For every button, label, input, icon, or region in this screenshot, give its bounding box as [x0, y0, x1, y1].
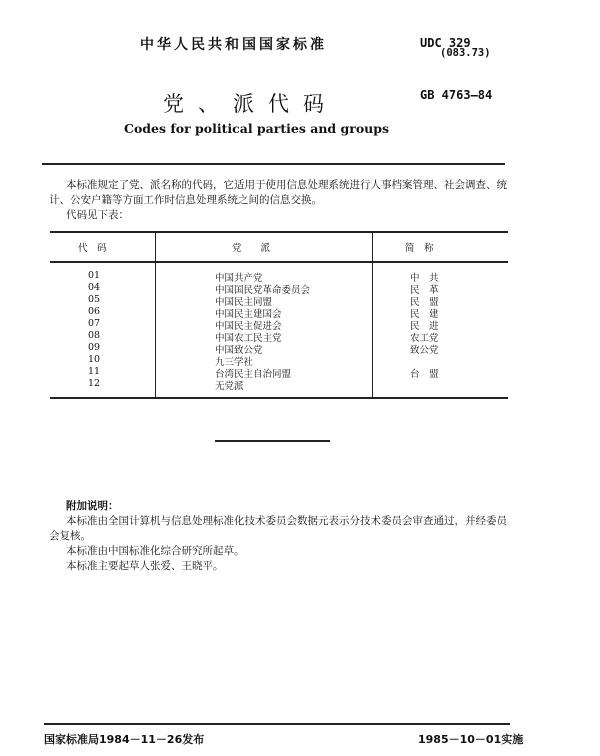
- notes-line2: 会复核。: [49, 530, 91, 542]
- table-cell-code: 07: [88, 318, 101, 329]
- table-cell-abbr: 致公党: [410, 345, 439, 356]
- intro-line1: 本标准规定了党、派名称的代码，它适用于使用信息处理系统进行人事档案管理、社会调查、统: [66, 179, 507, 191]
- column-divider: [372, 232, 373, 398]
- column-divider: [155, 232, 156, 398]
- table-cell-abbr: 台 盟: [410, 369, 439, 380]
- table-cell-abbr: 农工党: [410, 333, 439, 344]
- table-cell-code: 12: [88, 378, 101, 389]
- table-cell-name: 中国国民党革命委员会: [215, 285, 311, 296]
- table-cell-abbr: 民 盟: [410, 297, 439, 308]
- table-cell-code: 10: [88, 354, 101, 365]
- intro-line2: 计、公安户籍等方面工作时信息处理系统之间的信息交换。: [49, 194, 322, 206]
- udc-number: UDC 329: [420, 36, 471, 50]
- table-cell-name: 中国民主建国会: [215, 309, 282, 320]
- table-cell-name: 中国农工民主党: [215, 333, 282, 344]
- table-cell-abbr: 中 共: [410, 273, 439, 284]
- end-rule: [215, 440, 330, 442]
- table-cell-name: 台湾民主自治同盟: [215, 369, 292, 380]
- notes-line1: 本标准由全国计算机与信息处理标准化技术委员会数据元表示分技术委员会审查通过，并经委员: [66, 515, 507, 527]
- header-code: 代 码: [78, 243, 107, 254]
- header-rule: [42, 163, 505, 165]
- table-cell-code: 08: [88, 330, 101, 341]
- table-top-rule: [50, 231, 508, 233]
- issued-date: 国家标准局1984－11－26发布: [44, 733, 205, 746]
- table-cell-code: 06: [88, 306, 101, 317]
- table-cell-name: 九三学社: [215, 357, 254, 368]
- table-cell-name: 中国民主同盟: [215, 297, 273, 308]
- udc-sub: (083.73): [440, 47, 491, 59]
- table-cell-abbr: 民 建: [410, 309, 439, 320]
- effective-date: 1985－10－01实施: [418, 733, 524, 746]
- table-cell-name: 中国致公党: [215, 345, 263, 356]
- table-cell-code: 09: [88, 342, 101, 353]
- header-party: 党 派: [232, 243, 271, 254]
- table-header-rule: [50, 261, 508, 263]
- table-cell-name: 中国民主促进会: [215, 321, 282, 332]
- table-cell-code: 11: [88, 366, 101, 377]
- table-cell-abbr: 民 革: [410, 285, 439, 296]
- footer-rule: [44, 723, 510, 725]
- table-cell-name: 中国共产党: [215, 273, 263, 284]
- national-standard-heading: 中华人民共和国国家标准: [140, 37, 327, 53]
- document-title: 党、派代码: [163, 92, 338, 116]
- notes-line4: 本标准主要起草人张爱、王晓平。: [66, 560, 224, 572]
- table-cell-code: 01: [88, 270, 101, 281]
- notes-heading: 附加说明：: [66, 500, 119, 512]
- english-title: Codes for political parties and groups: [124, 121, 390, 136]
- table-cell-abbr: 民 进: [410, 321, 439, 332]
- table-cell-code: 04: [88, 282, 101, 293]
- table-cell-name: 无党派: [215, 381, 244, 392]
- table-bottom-rule: [50, 397, 508, 399]
- notes-line3: 本标准由中国标准化综合研究所起草。: [66, 545, 245, 557]
- intro-line3: 代码见下表：: [66, 209, 129, 221]
- table-cell-code: 05: [88, 294, 101, 305]
- header-abbr: 简 称: [405, 243, 434, 254]
- gb-number: GB 4763—84: [420, 88, 493, 102]
